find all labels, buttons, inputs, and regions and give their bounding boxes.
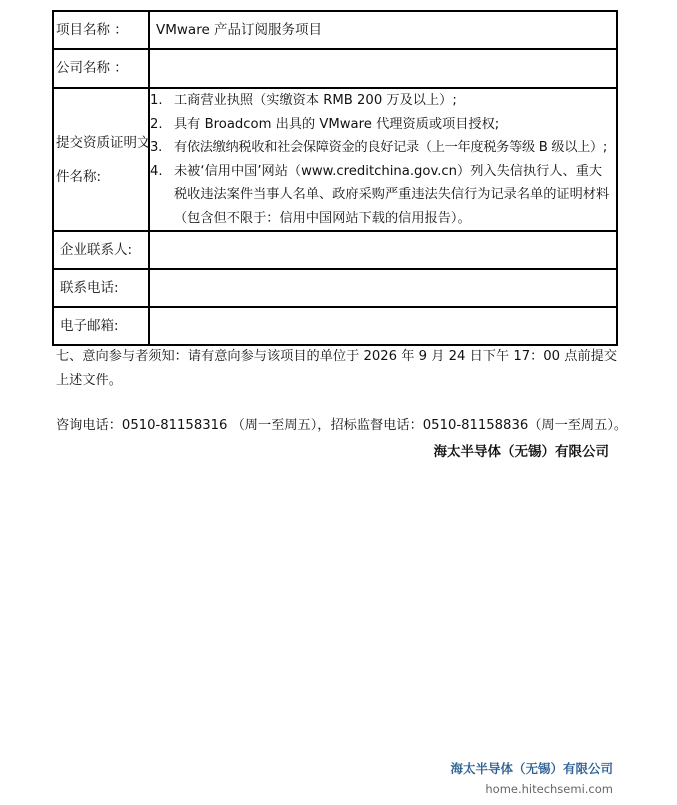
table-row-phone: [53, 269, 617, 307]
table-row-contact: [53, 231, 617, 269]
list-item: [150, 160, 616, 231]
list-item-text: 具有 Broadcom 出具的 VMware 代理资质或项目授权;: [174, 116, 500, 132]
list-item-text: 未被‘信用中国’网站（www.creditchina.gov.cn）列入失信执行人、重大税收违法案件当事人名单、政府采购严重违法失信行为记录名单的证明材料（包含但不限于：信用中国网站下载的信用报告）。: [174, 163, 610, 226]
list-item-number: 2.: [150, 116, 163, 132]
list-item-number: 1.: [150, 93, 163, 108]
qualification-label: [53, 88, 149, 231]
qualification-list-cell: [149, 88, 617, 231]
email-label: 电子邮箱:: [53, 307, 149, 345]
project-name-label: 项目名称 ：: [53, 11, 149, 49]
email-value: [149, 307, 617, 345]
footer-company-name: 海太半导体（无锡）有限公司: [450, 761, 613, 776]
participant-notice: 七、意向参与者须知：请有意向参与该项目的单位于 2026 年 9 月 24 日下午 17：00 点前提交上述文件。: [56, 349, 618, 388]
qualification-list: [150, 89, 616, 230]
project-name-value: VMware 产品订阅服务项目: [149, 11, 617, 49]
table-row-company-name: [53, 49, 617, 88]
table-row-email: [53, 307, 617, 345]
table-row-project-name: [53, 11, 617, 49]
list-item-number: 3.: [150, 140, 162, 155]
list-item: [150, 113, 616, 137]
qualification-label-line1: 提交资质证明文: [56, 134, 151, 151]
list-item: [150, 89, 616, 113]
registration-table: [52, 10, 618, 346]
consult-phone-line: 咨询电话：0510-81158316 （周一至周五），招标监督电话：0510-81158836（周一至周五）。: [56, 418, 628, 433]
company-signature: 海太半导体（无锡）有限公司: [433, 444, 609, 460]
contact-label: 企业联系人:: [53, 231, 149, 269]
qualification-label-line2: 件名称:: [56, 168, 102, 185]
footer-website-link[interactable]: home.hitechsemi.com: [485, 782, 613, 796]
table-row-qualifications: [53, 88, 617, 231]
list-item: [150, 136, 616, 160]
phone-value: [149, 269, 617, 307]
phone-label: 联系电话:: [53, 269, 149, 307]
list-item-number: 4.: [150, 163, 163, 179]
company-name-value: [149, 49, 617, 88]
company-name-label: 公司名称 ：: [53, 49, 149, 88]
list-item-text: 工商营业执照（实缴资本 RMB 200 万及以上）;: [174, 93, 457, 108]
contact-value: [149, 231, 617, 269]
list-item-text: 有依法缴纳税收和社会保障资金的良好记录（上一年度税务等级 B 级以上）;: [174, 140, 608, 155]
